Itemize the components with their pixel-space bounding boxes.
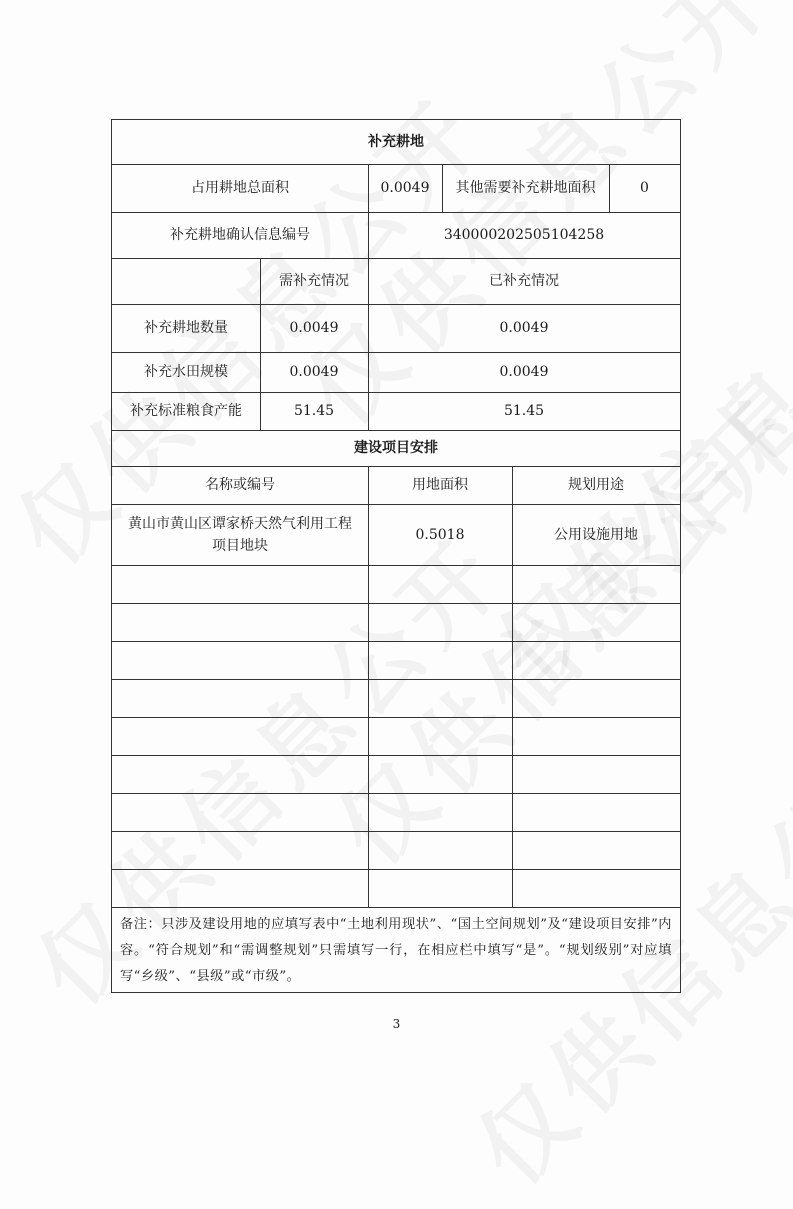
row-required-value: 0.0049 xyxy=(289,320,339,336)
row-label: 补充标准粮食产能 xyxy=(130,403,242,419)
project-header-area: 用地面积 xyxy=(412,477,468,493)
column-header-required: 需补充情况 xyxy=(279,273,349,289)
row-done-value: 0.0049 xyxy=(499,320,549,336)
row-label: 补充耕地数量 xyxy=(144,320,228,336)
land-form-table xyxy=(111,119,681,993)
other-area-label: 其他需要补充耕地面积 xyxy=(455,180,596,196)
total-area-label: 占用耕地总面积 xyxy=(191,180,289,196)
project-header-name: 名称或编号 xyxy=(205,477,275,493)
section-title-supplement: 补充耕地 xyxy=(368,134,424,150)
confirm-no-value: 340000202505104258 xyxy=(443,227,605,243)
remarks-note: 备注：只涉及建设用地的应填写表中“土地利用现状”、“国土空间规划”及“建设项目安排”内容。“符合规划”和“需调整规划”只需填写一行，在相应栏中填写“是”。“规划级别”对应填写“乡级”、“县级”或“市级”。 xyxy=(120,917,672,984)
page-number: 3 xyxy=(392,1017,401,1031)
project-use: 公用设施用地 xyxy=(554,526,638,543)
row-done-value: 51.45 xyxy=(503,403,545,419)
project-header-use: 规划用途 xyxy=(568,477,624,493)
row-done-value: 0.0049 xyxy=(499,364,549,380)
total-area-value: 0.0049 xyxy=(380,180,430,196)
section-title-project: 建设项目安排 xyxy=(354,440,438,456)
project-name: 黄山市黄山区谭家桥天然气利用工程项目地块 xyxy=(128,515,352,554)
project-area: 0.5018 xyxy=(415,526,465,543)
row-required-value: 51.45 xyxy=(293,403,335,419)
confirm-no-label: 补充耕地确认信息编号 xyxy=(170,227,310,243)
row-required-value: 0.0049 xyxy=(289,364,339,380)
column-header-done: 已补充情况 xyxy=(489,273,559,289)
other-area-value: 0 xyxy=(640,180,649,196)
row-label: 补充水田规模 xyxy=(144,364,228,380)
